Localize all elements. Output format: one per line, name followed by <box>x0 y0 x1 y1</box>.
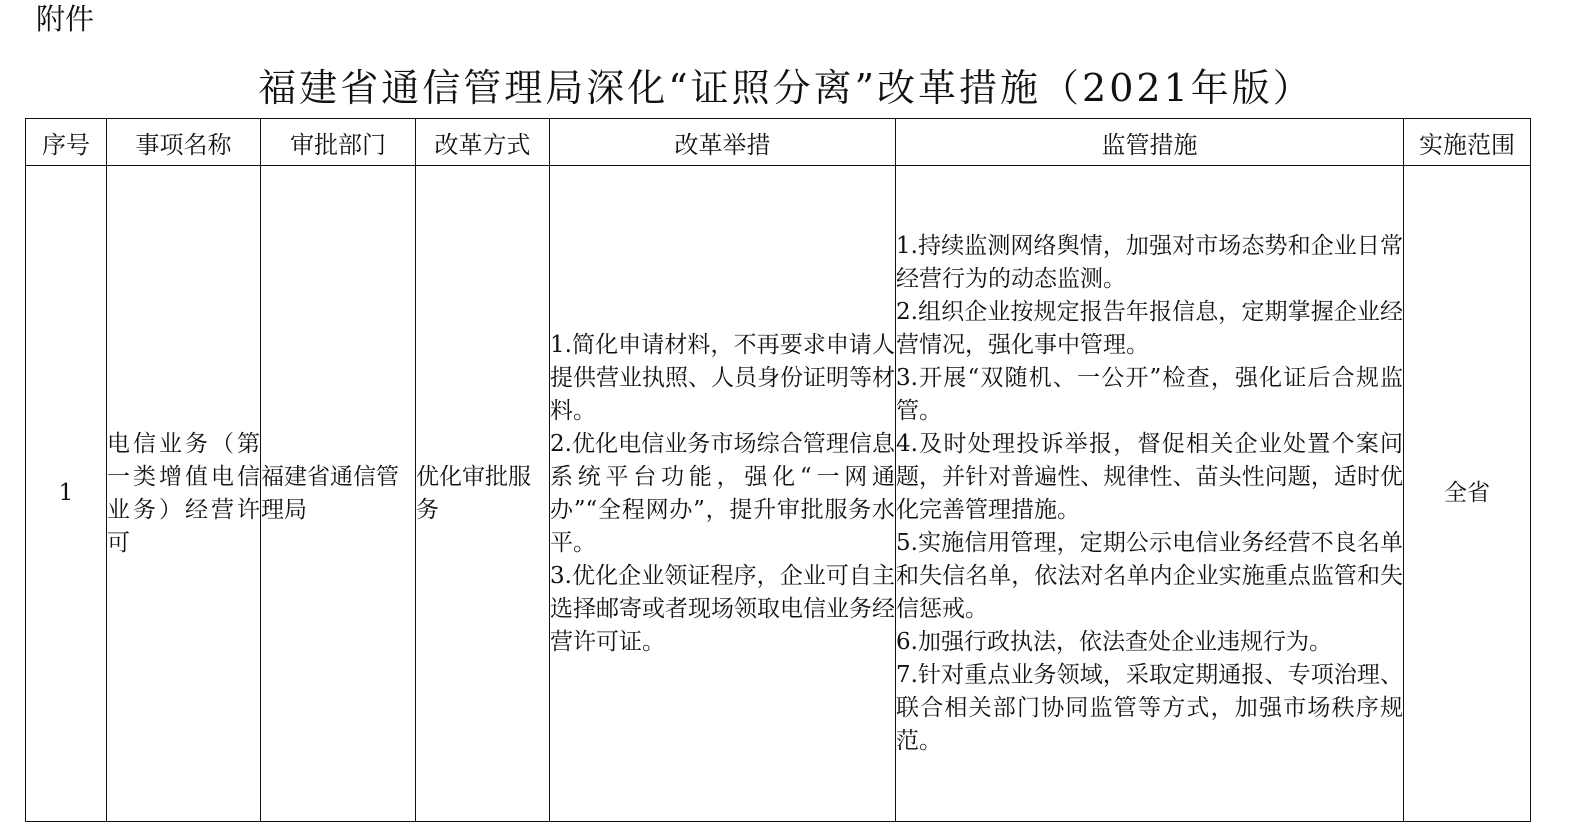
header-item-name: 事项名称 <box>107 119 261 166</box>
supervision-measure-item: 5.实施信用管理，定期公示电信业务经营不良名单和失信名单，依法对名单内企业实施重点监管和失信惩戒。 <box>896 529 1403 622</box>
supervision-measure-item: 4.及时处理投诉举报，督促相关企业处置个案问题，并针对普遍性、规律性、苗头性问题，适时优化完善管理措施。 <box>896 430 1403 523</box>
reform-measure-item: 1.简化申请材料，不再要求申请人提供营业执照、人员身份证明等材料。 <box>550 331 895 424</box>
supervision-measure-item: 2.组织企业按规定报告年报信息，定期掌握企业经营情况，强化事中管理。 <box>896 298 1403 358</box>
header-reform-measures: 改革举措 <box>550 119 896 166</box>
table-header-row <box>26 119 1531 166</box>
header-department: 审批部门 <box>261 119 416 166</box>
cell-reform-measures <box>550 166 896 822</box>
reform-measures-table <box>25 118 1531 822</box>
attachment-label: 附件 <box>36 2 95 36</box>
document-title: 福建省通信管理局深化“证照分离”改革措施（2021年版） <box>258 66 1314 110</box>
cell-item-name: 电信业务（第一类增值电信业务）经营许可 <box>107 166 261 822</box>
cell-department: 福建省通信管理局 <box>261 166 416 822</box>
supervision-measure-item: 1.持续监测网络舆情，加强对市场态势和企业日常经营行为的动态监测。 <box>896 232 1403 292</box>
supervision-measure-item: 7.针对重点业务领域，采取定期通报、专项治理、联合相关部门协同监管等方式，加强市场秩序规范。 <box>896 661 1403 754</box>
cell-reform-mode: 优化审批服务 <box>416 166 550 822</box>
header-scope: 实施范围 <box>1404 119 1531 166</box>
supervision-measure-item: 3.开展“双随机、一公开”检查，强化证后合规监管。 <box>896 364 1403 424</box>
cell-supervision-measures <box>896 166 1404 822</box>
header-reform-mode: 改革方式 <box>416 119 550 166</box>
table-row <box>26 166 1531 822</box>
cell-number: 1 <box>26 166 107 822</box>
cell-scope: 全省 <box>1404 166 1531 822</box>
header-supervision-measures: 监管措施 <box>896 119 1404 166</box>
reform-measure-item: 3.优化企业领证程序，企业可自主选择邮寄或者现场领取电信业务经营许可证。 <box>550 562 895 655</box>
supervision-measure-item: 6.加强行政执法，依法查处企业违规行为。 <box>896 628 1332 655</box>
reform-measure-item: 2.优化电信业务市场综合管理信息系统平台功能，强化“一网通办”“全程网办”，提升审批服务水平。 <box>550 430 895 556</box>
header-number: 序号 <box>26 119 107 166</box>
